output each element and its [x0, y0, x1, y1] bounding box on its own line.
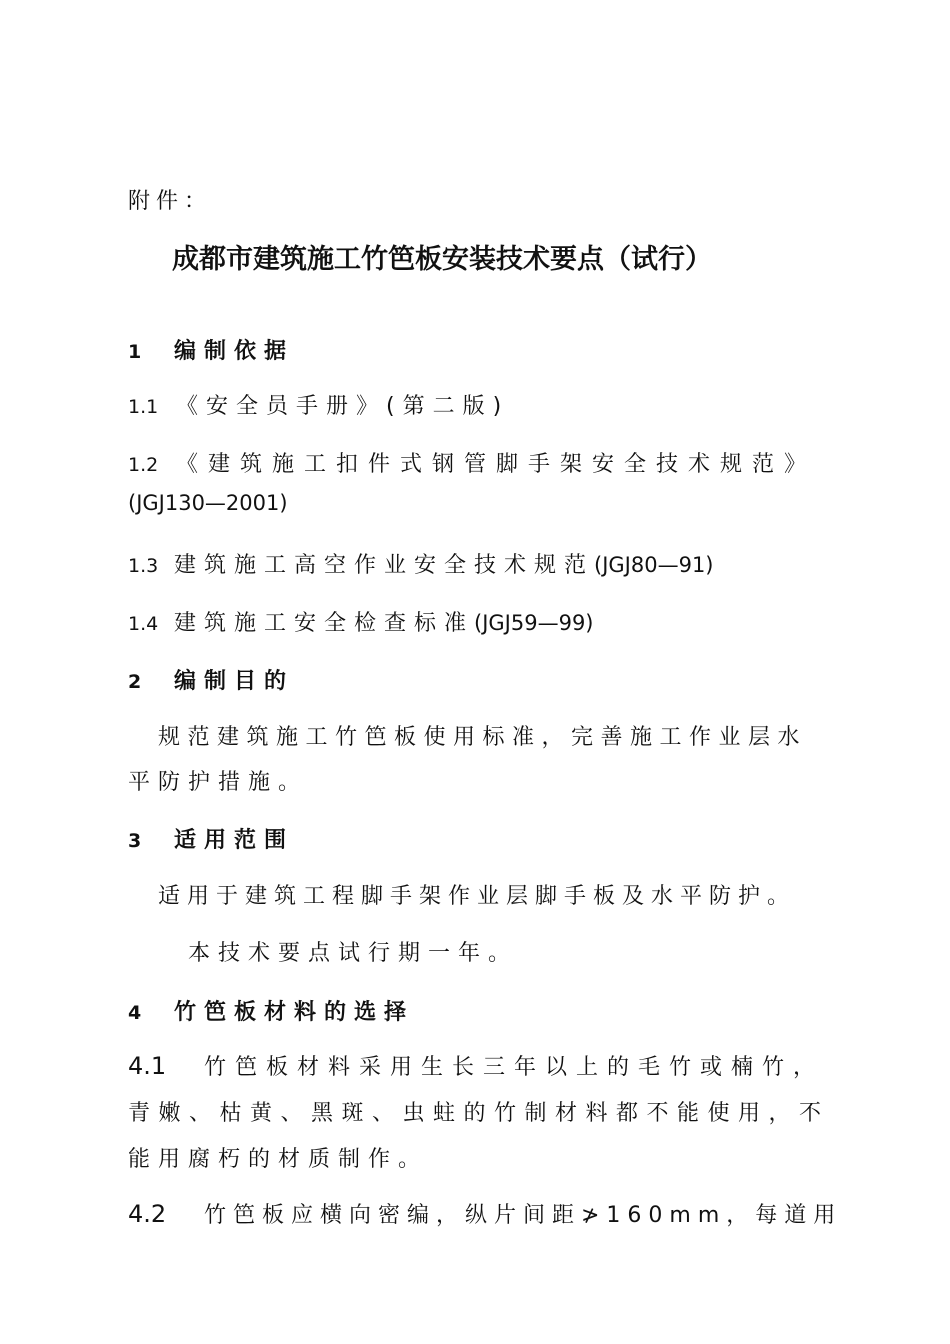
section-title: 编制依据	[174, 339, 295, 364]
item-text: 建筑施工安全检查标准	[174, 611, 475, 636]
document-title: 成都市建筑施工竹笆板安装技术要点（试行）	[172, 244, 712, 275]
item-number: 1.4	[128, 613, 159, 635]
section-3-heading	[128, 823, 294, 854]
item-number: 1.2	[128, 454, 159, 476]
para-4-1-line-2: 青嫩、枯黄、黑斑、虫蛀的竹制材料都不能使用，不	[128, 1101, 830, 1126]
item-text: 建筑施工高空作业安全技术规范	[174, 553, 595, 578]
section-title: 编制目的	[174, 669, 295, 694]
item-text: 《安全员手册》(第二版)	[176, 394, 510, 419]
item-text: 竹笆板材料采用生长三年以上的毛竹或楠竹，	[204, 1055, 825, 1080]
ref-item-1-3	[128, 548, 714, 579]
section-number: 2	[128, 671, 142, 693]
section-number: 3	[128, 830, 142, 852]
section-number: 4	[128, 1002, 142, 1024]
item-code: (JGJ80—91)	[594, 553, 714, 577]
ref-item-1-4	[128, 606, 594, 637]
ref-item-1-2	[128, 447, 816, 478]
section-2-para-line-2: 平防护措施。	[128, 770, 309, 795]
para-4-2-line-1	[128, 1198, 842, 1229]
item-number: 1.3	[128, 555, 159, 577]
item-number: 4.2	[128, 1200, 167, 1228]
section-2-para-line-1: 规范建筑施工竹笆板使用标准，完善施工作业层水	[158, 725, 808, 750]
section-4-heading	[128, 995, 414, 1026]
attachment-label: 附件：	[128, 189, 213, 214]
item-text: 竹笆板应横向密编，纵片间距≯160mm，每道用	[204, 1203, 843, 1228]
para-4-1-line-1	[128, 1050, 824, 1081]
para-4-1-line-3: 能用腐朽的材质制作。	[128, 1147, 429, 1172]
item-number: 4.1	[128, 1052, 167, 1080]
section-number: 1	[128, 341, 142, 363]
item-number: 1.1	[128, 396, 159, 418]
section-3-para-line-2: 本技术要点试行期一年。	[188, 941, 519, 966]
item-text: 《建筑施工扣件式钢管脚手架安全技术规范》	[176, 452, 817, 477]
section-title: 适用范围	[174, 828, 295, 853]
ref-item-1-1	[128, 389, 509, 420]
section-2-heading	[128, 664, 294, 695]
section-3-para-line-1: 适用于建筑工程脚手架作业层脚手板及水平防护。	[158, 884, 797, 909]
item-code: (JGJ59—99)	[474, 611, 594, 635]
section-1-heading	[128, 334, 294, 365]
ref-item-1-2-code: (JGJ130—2001)	[128, 491, 288, 515]
section-title: 竹笆板材料的选择	[174, 1000, 415, 1025]
